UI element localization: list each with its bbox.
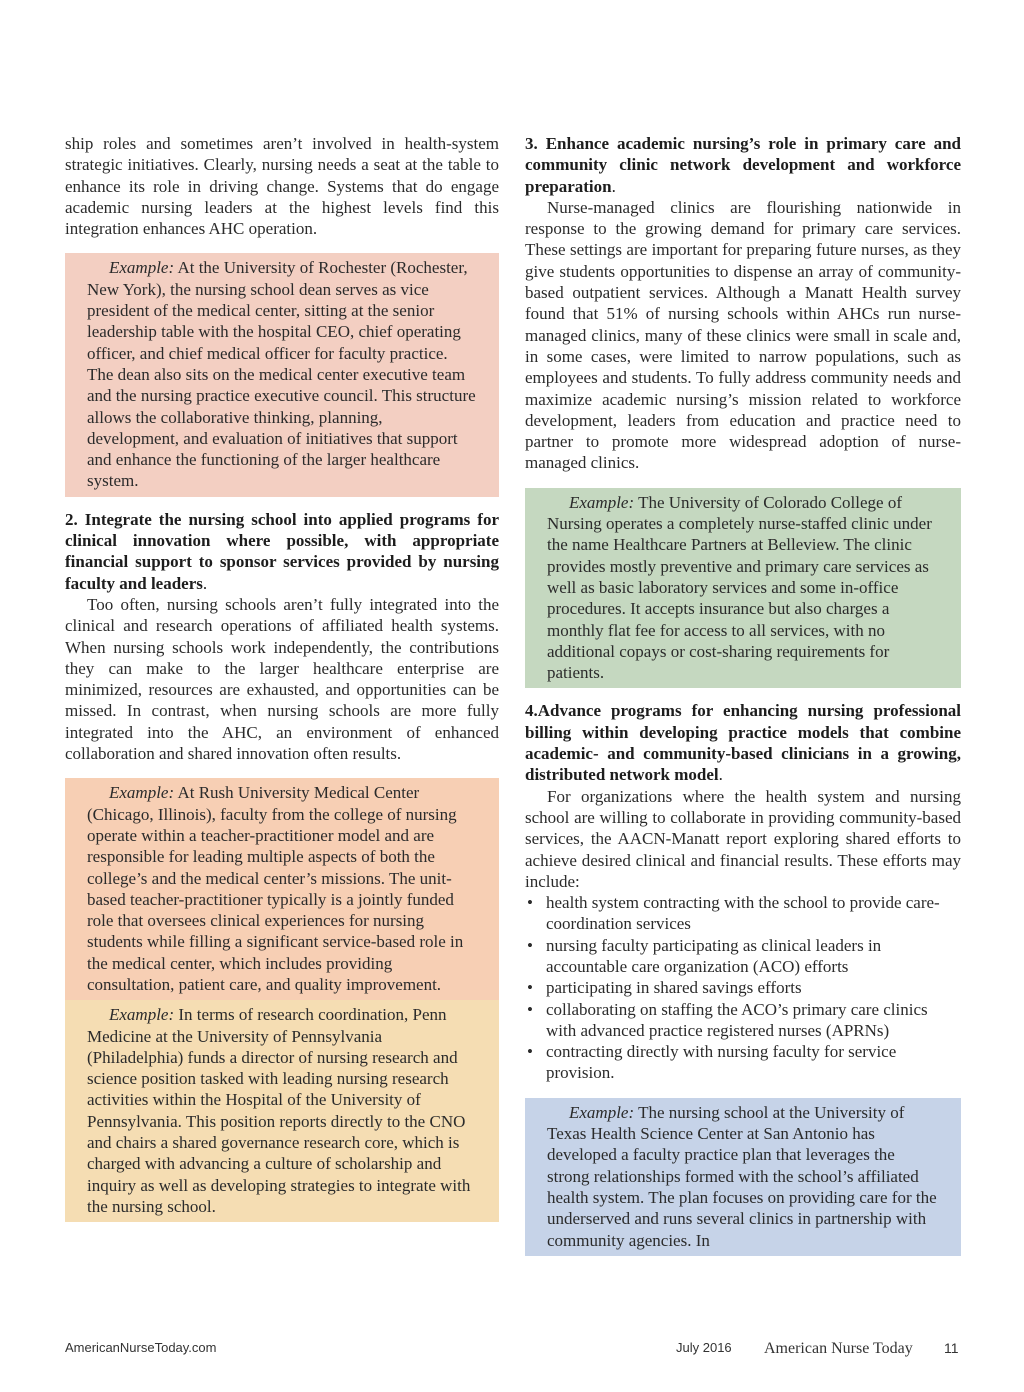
right-column xyxy=(525,133,961,1256)
list-item: • contracting directly with nursing faculty for service provision. xyxy=(525,1041,961,1084)
example-label: Example: xyxy=(569,492,635,512)
example-body: At the University of Rochester (Rochester, New York), the nursing school dean serves as vice president of the medical center, sitting at the senior leadership table with the hospital CEO, chief operating officer, and chief medical officer for faculty practice. The dean also sits on the medical center executive team and the nursing practice executive council. This structure allows the collaborative thinking, planning, development, and evaluation of initiatives that support and enhance the functioning of the larger healthcare system. xyxy=(87,258,476,491)
section-3-heading-text: 3. Enhance academic nursing’s role in primary care and community clinic network development and workforce preparation xyxy=(525,134,961,196)
example-rochester-box xyxy=(65,253,499,496)
section-4-heading-text: 4.Advance programs for enhancing nursing professional billing within developing practice models that combine academic- and community-based clinicians in a growing, distributed network model xyxy=(525,701,961,785)
example-rochester-text xyxy=(87,257,477,491)
example-rush-box xyxy=(65,778,499,1000)
list-item: • collaborating on staffing the ACO’s primary care clinics with advanced practice registered nurses (APRNs) xyxy=(525,999,961,1042)
section-4-heading-period: . xyxy=(718,765,723,785)
intro-paragraph: ship roles and sometimes aren’t involved in health-system strategic initiatives. Clearly, nursing needs a seat at the table to enhance its role in driving change. Systems that do engage academic nursing leaders at the highest levels find this integration enhances AHC operation. xyxy=(65,134,499,239)
section-4-heading xyxy=(525,700,961,785)
example-body: In terms of research coordination, Penn Medicine at the University of Pennsylvania (Philadelphia) funds a director of nursing research and science position tasked with leading nursing research activities within the Hospital of the University of Pennsylvania. This position reports directly to the CNO and chairs a shared governance research core, which is charged with advancing a culture of scholarship and inquiry as well as developing strategies to integrate with the nursing school. xyxy=(87,1005,471,1216)
section-2-body: Too often, nursing schools aren’t fully integrated into the clinical and research operations of affiliated health systems. When nursing schools work independently, the contributions they can make to the larger healthcare enterprise are minimized, resources are exhausted, and opportunities can be missed. In contrast, when nursing schools are more fully integrated into the AHC, an environment of enhanced collaboration and shared innovation often results. xyxy=(65,594,499,764)
example-rush-text xyxy=(87,782,477,995)
list-item: • nursing faculty participating as clinical leaders in accountable care organization (ACO) efforts xyxy=(525,935,961,978)
example-label: Example: xyxy=(109,783,175,803)
example-texas-box xyxy=(525,1098,961,1256)
footer-page-number: 11 xyxy=(944,1340,959,1356)
section-3-heading-period: . xyxy=(611,176,616,196)
section-2-heading-text: 2. Integrate the nursing school into applied programs for clinical innovation where possible, with appropriate financial support to sponsor services provided by nursing faculty and leaders xyxy=(65,509,499,593)
footer-issue-date: July 2016 xyxy=(676,1340,732,1355)
list-item: • participating in shared savings efforts xyxy=(525,977,961,998)
example-body: At Rush University Medical Center (Chicago, Illinois), faculty from the college of nursing operate within a teacher-practitioner model and are responsible for leading multiple aspects of both the college’s and the medical center’s missions. The unit-based teacher-practitioner typically is a jointly funded role that oversees clinical experiences for nursing students while filling a significant service-based role in the medical center, which includes providing consultation, patient care, and quality improvement. xyxy=(87,783,464,994)
section-2-heading-period: . xyxy=(202,573,208,593)
efforts-list xyxy=(525,892,961,1084)
section-3-body: Nurse-managed clinics are flourishing nationwide in response to the growing demand for primary care services. These settings are important for preparing future nurses, as they give students opportunities to dispense an array of community-based outpatient services. Although a Manatt Health survey found that 51% of nursing schools within AHCs run nurse-managed clinics, many of these clinics were small in scale and, in some cases, were limited to narrow populations, such as employees and students. To fully address community needs and maximize academic nursing’s mission related to workforce development, leaders from education and practice need to partner to promote more widespread adoption of nurse-managed clinics. xyxy=(525,197,961,473)
example-texas-text xyxy=(547,1102,939,1251)
example-label: Example: xyxy=(569,1102,635,1122)
example-label: Example: xyxy=(109,1005,175,1025)
list-item: • health system contracting with the school to provide care-coordination services xyxy=(525,892,961,935)
example-body: The nursing school at the University of Texas Health Science Center at San Antonio has developed a faculty practice plan that leverages the strong relationships formed with the school’s affiliated health system. The plan focuses on providing care for the underserved and runs several clinics in partnership with community agencies. In xyxy=(547,1102,937,1250)
example-colorado-box xyxy=(525,488,961,689)
example-body: The University of Colorado College of Nursing operates a completely nurse-staffed clinic under the name Healthcare Partners at Belleview. The clinic provides mostly preventive and primary care services as well as basic laboratory services and some in-office procedures. It accepts insurance but also charges a monthly flat fee for access to all services, with no additional copays or cost-sharing requirements for patients. xyxy=(547,492,932,683)
section-4-body: For organizations where the health system and nursing school are willing to collaborate in providing community-based services, the AACN-Manatt report exploring shared efforts to achieve desired clinical and financial results. These efforts may include: xyxy=(525,786,961,891)
example-penn-text xyxy=(87,1004,477,1217)
example-penn-box xyxy=(65,1000,499,1222)
example-label: Example: xyxy=(109,258,175,278)
footer-magazine-title: American Nurse Today xyxy=(764,1340,913,1357)
left-column xyxy=(65,133,499,1222)
section-2-heading xyxy=(65,509,499,594)
example-colorado-text xyxy=(547,492,939,684)
section-3-heading xyxy=(525,133,961,197)
footer-website[interactable]: AmericanNurseToday.com xyxy=(65,1340,217,1355)
